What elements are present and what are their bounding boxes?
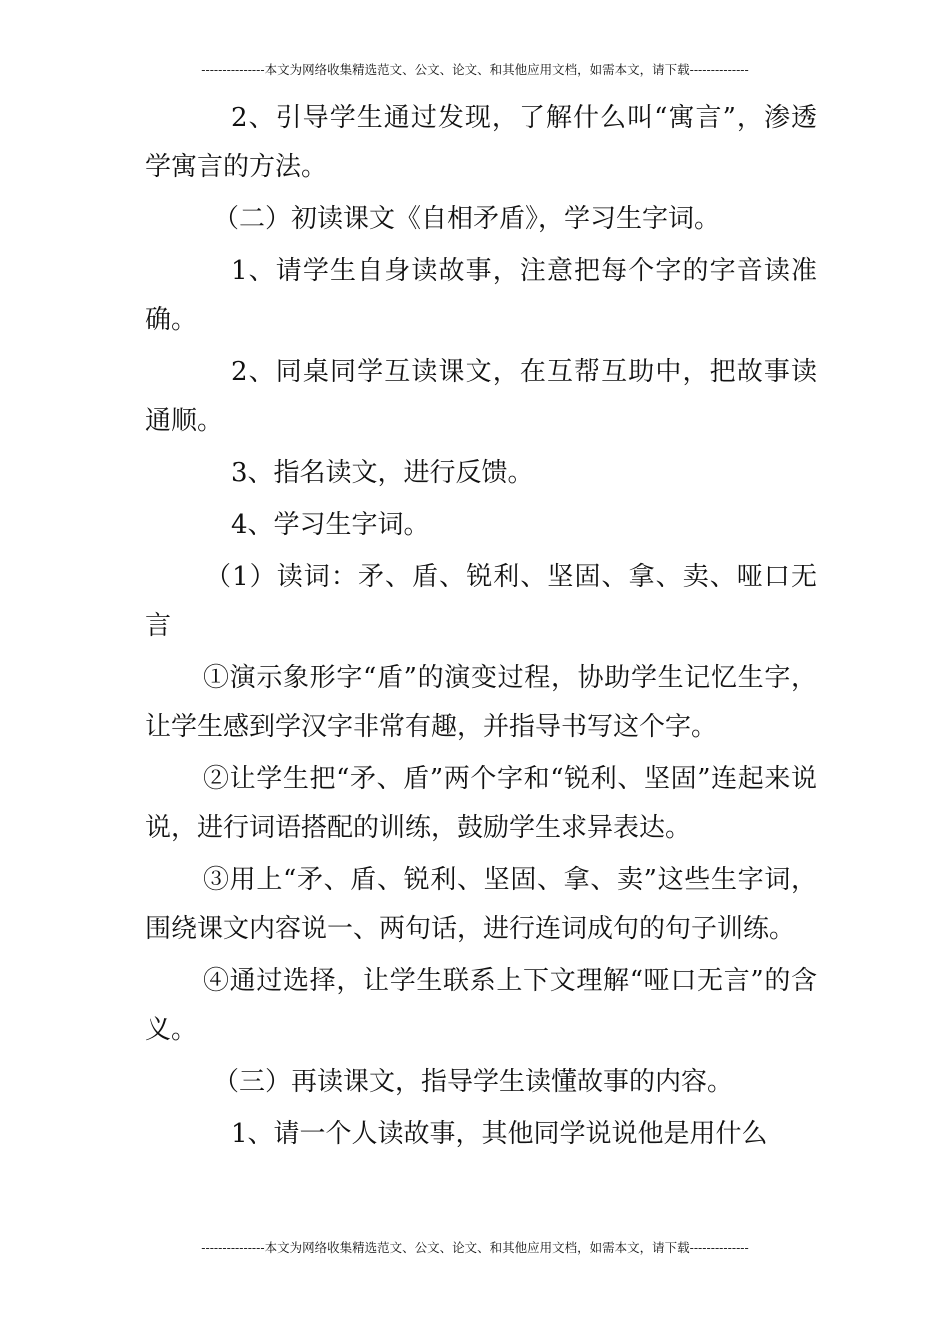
section-heading: （三）再读课文，指导学生读懂故事的内容。	[213, 1067, 734, 1097]
paragraph: ②让学生把“矛、盾”两个字和“锐利、坚固”连起来说说，进行词语搭配的训练，鼓励学生求异表达。	[145, 764, 817, 843]
paragraph: 2、引导学生通过发现，了解什么叫“寓言”，渗透学寓言的方法。	[145, 103, 817, 182]
section-heading: （二）初读课文《自相矛盾》，学习生字词。	[213, 204, 721, 234]
paragraph: （1）读词：矛、盾、锐利、坚固、拿、卖、哑口无言	[145, 562, 817, 641]
paragraph: 2、同桌同学互读课文，在互帮互助中，把故事读通顺。	[145, 357, 817, 436]
paragraph: 1、请学生自身读故事，注意把每个字的字音读准确。	[145, 256, 817, 335]
paragraph: 3、指名读文，进行反馈。	[231, 458, 534, 488]
document-body	[145, 94, 817, 1159]
page-footer: ---------------本文为网络收集精选范文、公文、论文、和其他应用文档，如需本文，请下载--------------	[201, 1240, 749, 1255]
paragraph: 4、学习生字词。	[231, 510, 430, 540]
page-header: ---------------本文为网络收集精选范文、公文、论文、和其他应用文档，如需本文，请下载--------------	[201, 62, 749, 77]
paragraph: ④通过选择，让学生联系上下文理解“哑口无言”的含义。	[145, 966, 817, 1045]
paragraph: 1、请一个人读故事，其他同学说说他是用什么	[231, 1119, 768, 1149]
paragraph: ③用上“矛、盾、锐利、坚固、拿、卖”这些生字词，围绕课文内容说一、两句话，进行连词成句的句子训练。	[145, 865, 817, 944]
paragraph: ①演示象形字“盾”的演变过程，协助学生记忆生字，让学生感到学汉字非常有趣，并指导书写这个字。	[145, 663, 817, 742]
